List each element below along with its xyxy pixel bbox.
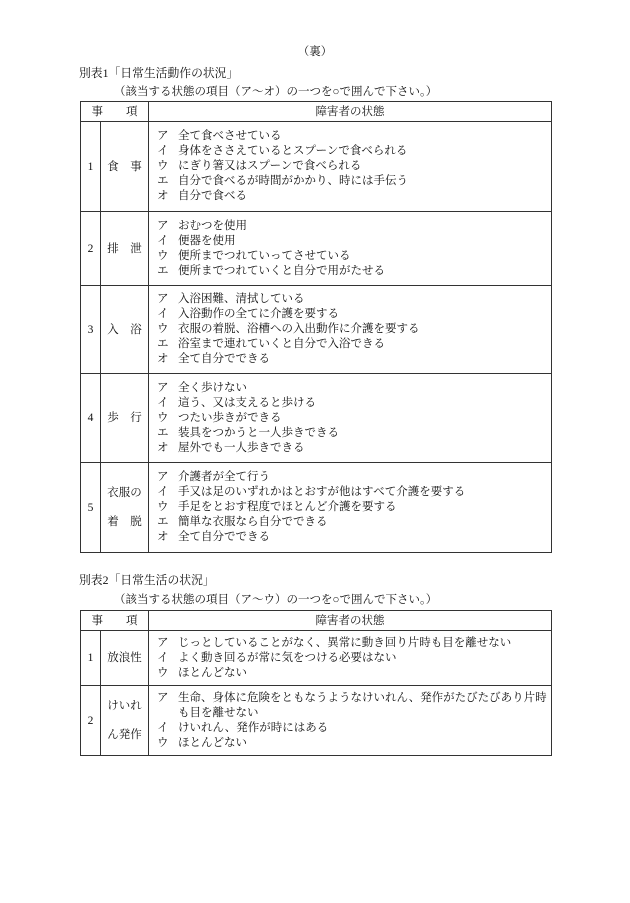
option-item	[157, 485, 551, 500]
table-row	[81, 686, 552, 756]
state-options	[149, 631, 552, 686]
row-item	[101, 463, 149, 553]
option-item	[157, 636, 551, 651]
option-item	[157, 292, 551, 307]
option-item	[157, 264, 551, 279]
option-mark: イ	[157, 145, 169, 157]
state-options	[149, 374, 552, 463]
table1-title: 別表1「日常生活動作の状況」	[79, 66, 239, 80]
option-item	[157, 249, 551, 264]
option-item	[157, 144, 551, 159]
option-item	[157, 426, 551, 441]
row-item	[101, 212, 149, 286]
option-text: 全て食べさせている	[178, 130, 282, 142]
option-item	[157, 666, 551, 681]
option-text: じっとしていることがなく、異常に動き回り片時も目を離せない	[178, 636, 512, 649]
table-header-row	[81, 102, 552, 122]
option-text: 浴室まで連れていくと自分で入浴できる	[178, 338, 385, 350]
option-text: 入浴困難、清拭している	[178, 293, 305, 305]
row-number: 4	[81, 374, 101, 463]
row-number: 1	[81, 631, 101, 686]
option-mark: イ	[157, 486, 169, 498]
option-text: よく動き回るが常に気をつける必要はない	[178, 651, 397, 664]
table-header-row	[81, 611, 552, 631]
row-item	[101, 286, 149, 374]
option-mark: オ	[157, 190, 169, 202]
option-text: 入浴動作の全てに介護を要する	[178, 308, 339, 320]
option-item	[157, 219, 551, 234]
option-text: にぎり箸又はスプーンで食べられる	[178, 160, 362, 172]
state-options	[149, 122, 552, 212]
option-mark: ウ	[157, 249, 169, 262]
option-item	[157, 322, 551, 337]
option-continuation	[157, 706, 551, 721]
option-text: 身体をささえているとスプーンで食べられる	[178, 145, 408, 157]
option-mark: オ	[157, 531, 169, 543]
option-mark: ア	[157, 219, 169, 232]
option-text: 自分で食べるが時間がかかり、時には手伝う	[178, 175, 408, 187]
option-mark: エ	[157, 175, 169, 187]
option-mark: イ	[157, 234, 169, 247]
item-label: ん発作	[107, 728, 142, 741]
option-text: 全く歩けない	[178, 381, 247, 394]
table1-instruction: （該当する状態の項目（ア～オ）の一つを○で囲んで下さい。）	[114, 86, 438, 98]
option-text: 自分で食べる	[178, 190, 247, 202]
row-number: 2	[81, 212, 101, 286]
option-mark: ウ	[157, 323, 169, 335]
table-row	[81, 212, 552, 286]
item-label: けいれ	[107, 699, 142, 712]
state-options	[149, 686, 552, 756]
option-item	[157, 721, 551, 736]
state-options	[149, 463, 552, 553]
option-mark: ウ	[157, 411, 169, 424]
option-text: 装具をつかうと一人歩きできる	[178, 426, 339, 439]
table1-daily-activities	[80, 101, 552, 553]
option-item	[157, 337, 551, 352]
option-mark: ウ	[157, 160, 169, 172]
option-mark: イ	[157, 651, 169, 664]
option-mark: エ	[157, 264, 169, 277]
item-label: 排 泄	[107, 242, 142, 255]
option-text: 手足をとおす程度でほとんど介護を要する	[178, 501, 397, 513]
option-text: 介護者が全て行う	[178, 471, 270, 483]
item-label: 着 脱	[107, 515, 142, 528]
option-text: 手又は足のいずれかはとおすが他はすべて介護を要する	[178, 486, 466, 498]
table-row	[81, 631, 552, 686]
row-item	[101, 122, 149, 212]
option-item	[157, 515, 551, 530]
option-item	[157, 189, 551, 204]
row-number: 5	[81, 463, 101, 553]
option-mark: ア	[157, 636, 169, 649]
option-text: 便所までつれていってさせている	[178, 249, 351, 262]
table-row	[81, 374, 552, 463]
option-text: も目を離せない	[178, 706, 259, 719]
option-mark: ア	[157, 130, 169, 142]
option-text: 全て自分でできる	[178, 353, 270, 365]
option-item	[157, 381, 551, 396]
option-item	[157, 411, 551, 426]
item-label: 歩 行	[107, 412, 142, 424]
option-text: ほとんどない	[178, 666, 247, 679]
table-row	[81, 286, 552, 374]
option-mark: イ	[157, 396, 169, 409]
row-item	[101, 631, 149, 686]
option-mark: ウ	[157, 666, 169, 679]
option-mark: ア	[157, 293, 169, 305]
header-item: 事 項	[81, 611, 149, 631]
item-label: 衣服の	[107, 486, 142, 499]
option-mark: ア	[157, 691, 169, 704]
option-text: 便所までつれていくと自分で用がたせる	[178, 264, 385, 277]
option-item	[157, 530, 551, 545]
option-text: 屋外でも一人歩きできる	[178, 441, 305, 454]
option-mark: イ	[157, 308, 169, 320]
item-label: 食 事	[107, 160, 142, 173]
option-text: 全て自分でできる	[178, 531, 270, 543]
option-text: 這う、又は支えると歩ける	[178, 396, 316, 409]
row-number: 3	[81, 286, 101, 374]
option-mark: エ	[157, 426, 169, 439]
option-item	[157, 174, 551, 189]
row-item	[101, 686, 149, 756]
header-state: 障害者の状態	[149, 102, 552, 122]
option-item	[157, 441, 551, 456]
state-options	[149, 286, 552, 374]
row-number: 1	[81, 122, 101, 212]
table-row	[81, 122, 552, 212]
option-item	[157, 500, 551, 515]
option-mark: ウ	[157, 501, 169, 513]
item-label: 放浪性	[107, 652, 142, 664]
header-state: 障害者の状態	[149, 611, 552, 631]
table2-daily-life	[80, 610, 552, 756]
option-item	[157, 307, 551, 322]
option-item	[157, 396, 551, 411]
option-mark: イ	[157, 721, 169, 734]
option-item	[157, 651, 551, 666]
option-mark: オ	[157, 441, 169, 454]
option-text: けいれん、発作が時にはある	[178, 721, 329, 734]
option-item	[157, 234, 551, 249]
option-item	[157, 159, 551, 174]
option-text: 生命、身体に危険をともなうようなけいれん、発作がたびたびあり片時	[178, 691, 547, 704]
option-mark: ウ	[157, 736, 169, 749]
option-text: 便器を使用	[178, 234, 236, 247]
option-text: 衣服の着脱、浴槽への入出動作に介護を要する	[178, 323, 420, 335]
option-text: ほとんどない	[178, 736, 247, 749]
option-text: おむつを使用	[178, 219, 247, 232]
option-text: 簡単な衣服なら自分でできる	[178, 516, 328, 528]
option-item	[157, 470, 551, 485]
option-item	[157, 691, 551, 706]
option-text: つたい歩きができる	[178, 411, 282, 424]
row-number: 2	[81, 686, 101, 756]
option-mark: エ	[157, 516, 169, 528]
option-mark: エ	[157, 338, 169, 350]
option-item	[157, 352, 551, 367]
option-item	[157, 129, 551, 144]
table-row	[81, 463, 552, 553]
option-mark: ア	[157, 471, 169, 483]
option-mark: オ	[157, 353, 169, 365]
table2-title: 別表2「日常生活の状況」	[79, 573, 215, 587]
item-label: 入 浴	[107, 323, 142, 336]
header-item: 事 項	[81, 102, 149, 122]
page-side-marker: （裏）	[297, 46, 333, 58]
state-options	[149, 212, 552, 286]
row-item	[101, 374, 149, 463]
option-item	[157, 736, 551, 751]
option-mark: ア	[157, 381, 169, 394]
table2-instruction: （該当する状態の項目（ア～ウ）の一つを○で囲んで下さい。）	[114, 594, 438, 606]
